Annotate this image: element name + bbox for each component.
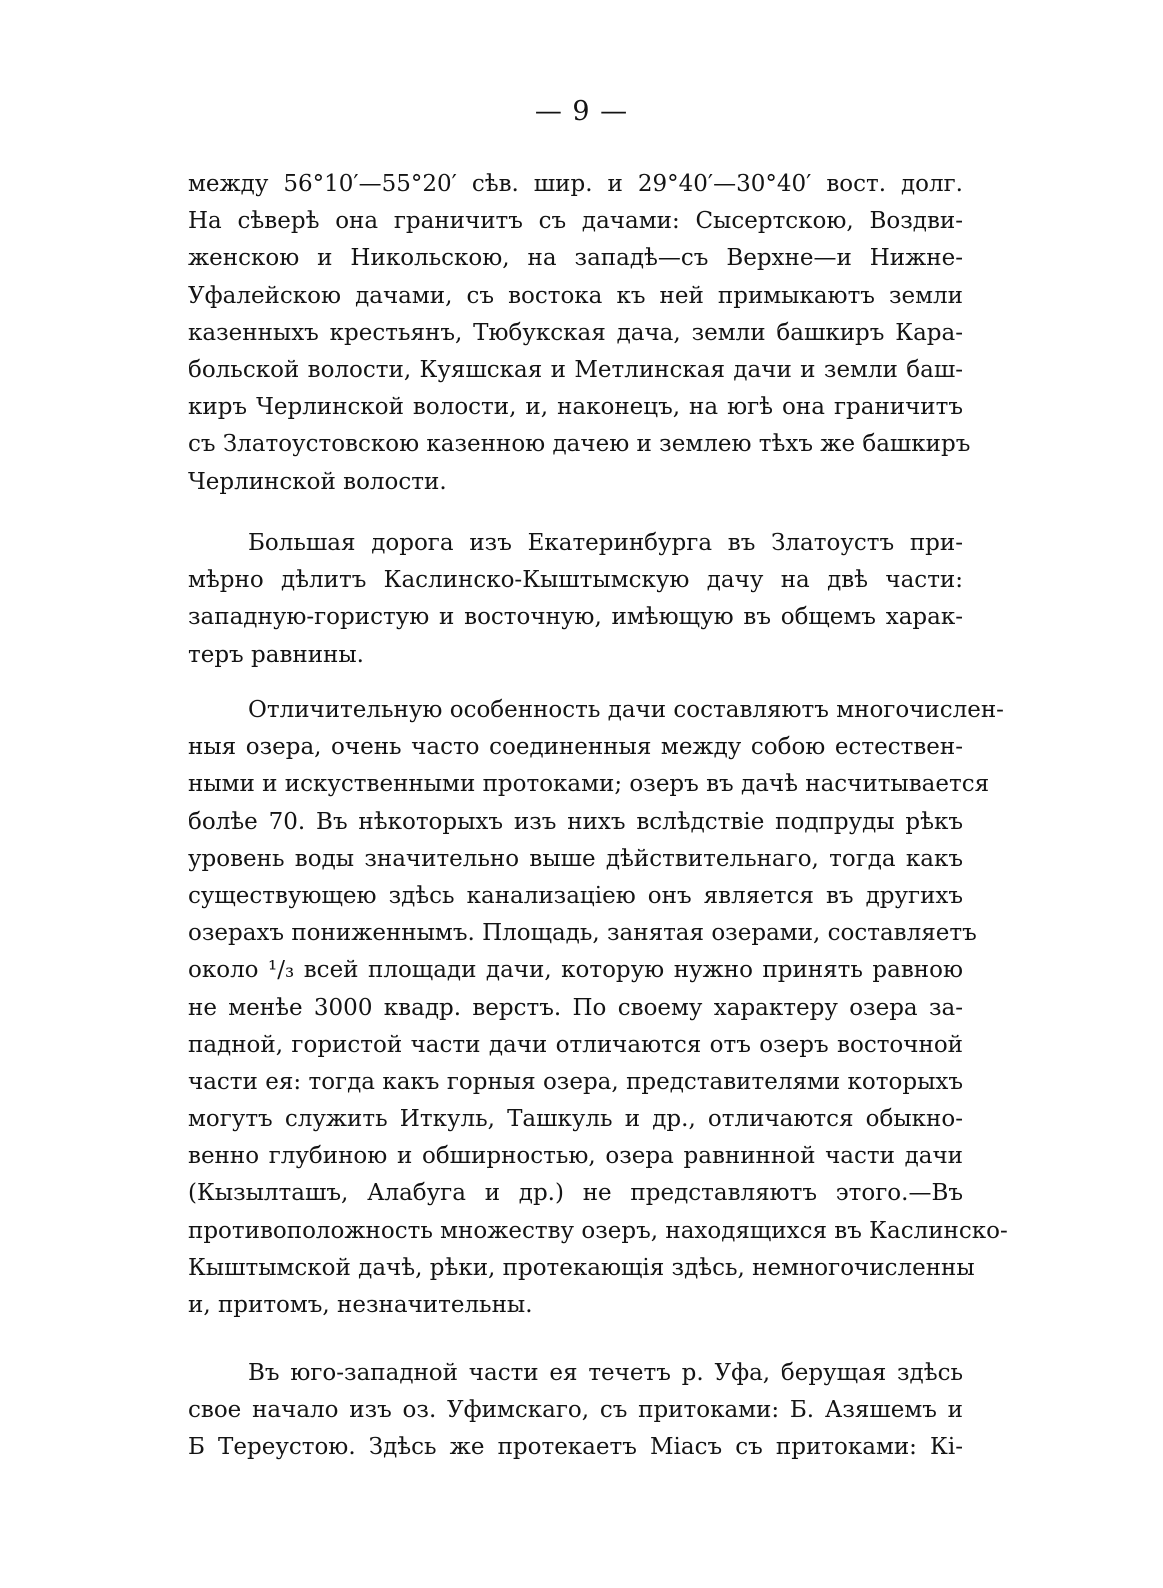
text-line: могутъ служить Иткуль, Ташкуль и др., отличаются обыкно- xyxy=(188,1106,963,1133)
paragraph-4 xyxy=(188,1355,963,1467)
text-line: ными и искуственными протоками; озеръ въ дачѣ насчитывается xyxy=(188,771,990,798)
text-line: ныя озера, очень часто соединенныя между собою естествен- xyxy=(188,734,963,761)
text-line: теръ равнины. xyxy=(188,641,364,668)
text-line: Отличительную особенность дачи составляютъ многочислен- xyxy=(248,697,1004,723)
text-line: женскою и Никольскою, на западѣ—съ Верхне—и Нижне- xyxy=(188,245,963,272)
text-line: падной, гористой части дачи отличаются отъ озеръ восточной xyxy=(188,1031,963,1058)
text-line: (Кызылташъ, Алабуга и др.) не представляютъ этого.—Въ xyxy=(188,1180,963,1207)
text-line: Б Тереустою. Здѣсь же протекаетъ Міасъ съ притоками: Кі- xyxy=(188,1434,963,1461)
text-line: больской волости, Куяшская и Метлинская дачи и земли баш- xyxy=(188,356,963,383)
page-number: — 9 — xyxy=(534,96,629,127)
text-line: западную-гористую и восточную, имѣющую въ общемъ харак- xyxy=(188,604,963,631)
text-line: около ¹/₃ всей площади дачи, которую нужно принять равною xyxy=(188,957,963,984)
text-line: киръ Черлинской волости, и, наконецъ, на югѣ она граничитъ xyxy=(188,394,963,421)
text-line: съ Златоустовскою казенною дачею и землею тѣхъ же башкиръ xyxy=(188,431,971,458)
text-line: венно глубиною и обширностью, озера равнинной части дачи xyxy=(188,1143,963,1170)
paragraph-2 xyxy=(188,525,963,674)
text-line: Черлинской волости. xyxy=(188,468,447,495)
text-line: между 56°10′—55°20′ сѣв. шир. и 29°40′—30°40′ вост. долг. xyxy=(188,171,963,197)
paragraph-1 xyxy=(188,166,971,501)
text-line: и, притомъ, незначительны. xyxy=(188,1292,533,1318)
text-line: Большая дорога изъ Екатеринбурга въ Златоустъ при- xyxy=(248,530,963,556)
text-line: Уфалейскою дачами, съ востока къ ней примыкаютъ земли xyxy=(188,282,963,309)
text-line: казенныхъ крестьянъ, Тюбукская дача, земли башкиръ Кара- xyxy=(188,319,963,346)
text-line: свое начало изъ оз. Уфимскаго, съ притоками: Б. Азяшемъ и xyxy=(188,1397,963,1424)
text-line: мѣрно дѣлитъ Каслинско-Кыштымскую дачу на двѣ части: xyxy=(188,567,963,594)
text-line: На сѣверѣ она граничитъ съ дачами: Сысертскою, Воздви- xyxy=(188,208,963,235)
paragraph-3 xyxy=(188,692,1008,1324)
text-line: озерахъ пониженнымъ. Площадь, занятая озерами, составляетъ xyxy=(188,920,977,947)
text-line: Кыштымской дачѣ, рѣки, протекающія здѣсь, немногочисленны xyxy=(188,1254,975,1281)
text-line: части ея: тогда какъ горныя озера, представителями которыхъ xyxy=(188,1068,963,1095)
text-line: болѣе 70. Въ нѣкоторыхъ изъ нихъ вслѣдствіе подпруды рѣкъ xyxy=(188,808,963,835)
text-line: Въ юго-западной части ея течетъ р. Уфа, берущая здѣсь xyxy=(248,1360,963,1386)
text-line: уровень воды значительно выше дѣйствительнаго, тогда какъ xyxy=(188,845,963,872)
text-line: не менѣе 3000 квадр. верстъ. По своему характеру озера за- xyxy=(188,994,963,1021)
text-line: существующею здѣсь канализаціею онъ является въ другихъ xyxy=(188,882,963,909)
text-line: противоположность множеству озеръ, находящихся въ Каслинско- xyxy=(188,1217,1008,1244)
